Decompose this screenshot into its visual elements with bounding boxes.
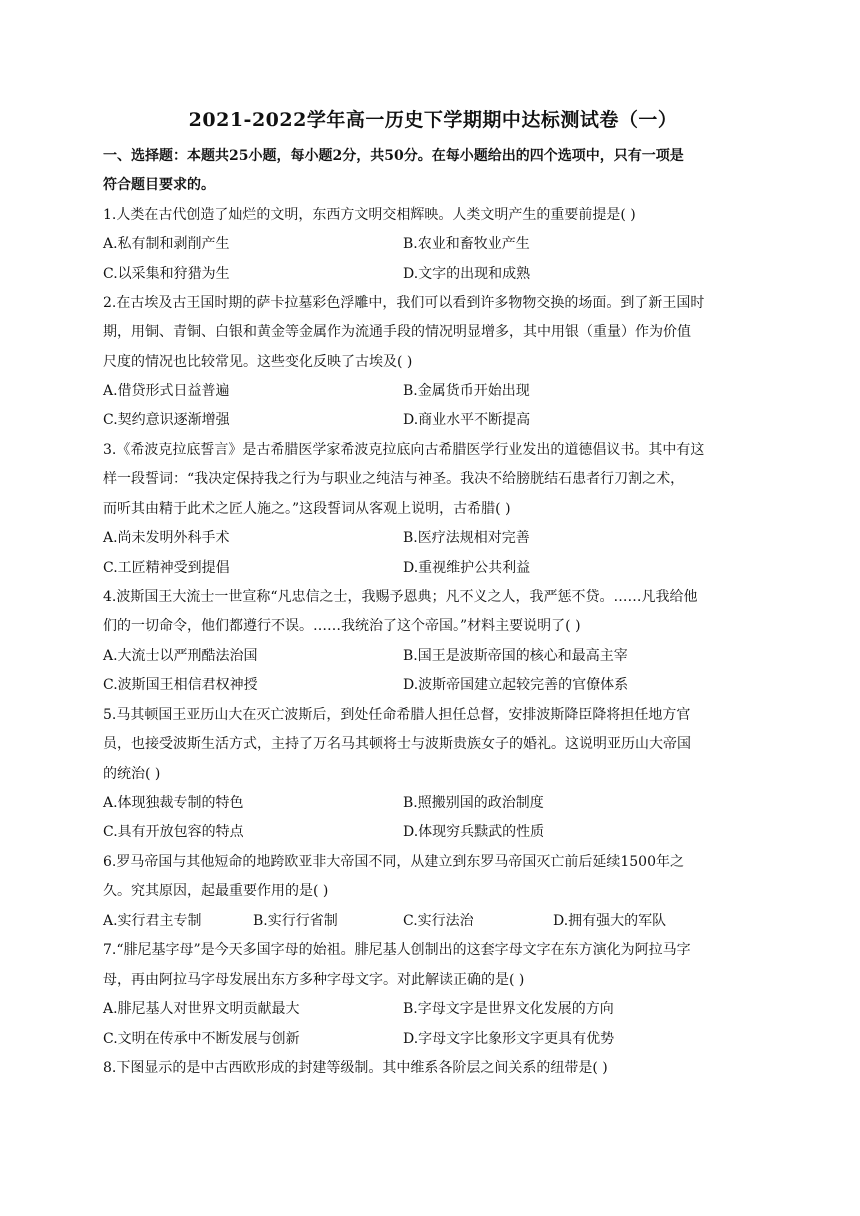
question-1-option-c: C.以采集和狩猎为生 (103, 266, 230, 282)
question-3-option-d: D.重视维护公共利益 (403, 560, 531, 576)
question-1-option-b: B.农业和畜牧业产生 (403, 236, 530, 252)
question-3-stem-line-3: 而听其由精于此术之匠人施之。”这段誓词从客观上说明，古希腊( ) (103, 501, 511, 517)
question-4-option-c: C.波斯国王相信君权神授 (103, 677, 258, 693)
question-5-option-a: A.体现独裁专制的特色 (103, 795, 244, 811)
question-3-stem-line-1: 3.《希波克拉底誓言》是古希腊医学家希波克拉底向古希腊医学行业发出的道德倡议书。其中有这 (103, 442, 705, 458)
question-2-option-d: D.商业水平不断提高 (403, 412, 531, 428)
question-1-option-a: A.私有制和剥削产生 (103, 236, 230, 252)
question-7-option-b: B.字母文字是世界文化发展的方向 (403, 1001, 614, 1017)
question-6-option-b: B.实行行省制 (253, 913, 338, 929)
question-5-option-b: B.照搬别国的政治制度 (403, 795, 544, 811)
question-7-stem-line-1: 7.“腓尼基字母”是今天多国字母的始祖。腓尼基人创制出的这套字母文字在东方演化为阿拉马字 (103, 942, 691, 958)
question-5-option-d: D.体现穷兵黩武的性质 (403, 824, 545, 840)
question-2-stem-line-2: 期，用铜、青铜、白银和黄金等金属作为流通手段的情况明显增多，其中用银（重量）作为价值 (103, 324, 691, 340)
question-4-option-b: B.国王是波斯帝国的核心和最高主宰 (403, 648, 628, 664)
question-7-stem-line-2: 母，再由阿拉马字母发展出东方多种字母文字。对此解读正确的是( ) (103, 972, 525, 988)
question-6-option-d: D.拥有强大的军队 (553, 913, 667, 929)
question-8-stem: 8.下图显示的是中古西欧形成的封建等级制。其中维系各阶层之间关系的纽带是( ) (103, 1060, 608, 1076)
question-1-stem: 1.人类在古代创造了灿烂的文明，东西方文明交相辉映。人类文明产生的重要前提是( ) (103, 207, 636, 223)
section-header-line-1: 一、选择题：本题共25小题，每小题2分，共50分。在每小题给出的四个选项中，只有一项是 (103, 148, 684, 164)
question-3-stem-line-2: 样一段誓词：“我决定保持我之行为与职业之纯洁与神圣。我决不给膀胱结石患者行刀割之术， (103, 471, 685, 487)
question-4-stem-line-2: 们的一切命令，他们都遵行不误。……我统治了这个帝国。”材料主要说明了( ) (103, 618, 581, 634)
question-7-option-c: C.文明在传承中不断发展与创新 (103, 1031, 300, 1047)
question-4-option-d: D.波斯帝国建立起较完善的官僚体系 (403, 677, 629, 693)
question-3-option-c: C.工匠精神受到提倡 (103, 560, 230, 576)
question-5-stem-line-2: 员，也接受波斯生活方式，主持了万名马其顿将士与波斯贵族女子的婚礼。这说明亚历山大帝国 (103, 736, 691, 752)
question-2-option-c: C.契约意识逐渐增强 (103, 412, 230, 428)
question-7-option-d: D.字母文字比象形文字更具有优势 (403, 1031, 615, 1047)
section-header-line-2: 符合题目要求的。 (103, 177, 215, 193)
question-4-option-a: A.大流士以严刑酷法治国 (103, 648, 258, 664)
question-6-stem-line-1: 6.罗马帝国与其他短命的地跨欧亚非大帝国不同，从建立到东罗马帝国灭亡前后延续1500年之 (103, 854, 684, 870)
question-5-stem-line-3: 的统治( ) (103, 766, 161, 782)
question-6-option-a: A.实行君主专制 (103, 913, 202, 929)
question-6-option-c: C.实行法治 (403, 913, 474, 929)
page-title: 2021-2022学年高一历史下学期期中达标测试卷（一） (188, 109, 678, 131)
question-2-stem-line-1: 2.在古埃及古王国时期的萨卡拉墓彩色浮雕中，我们可以看到许多物物交换的场面。到了新王国时 (103, 295, 705, 311)
question-6-stem-line-2: 久。究其原因，起最重要作用的是( ) (103, 883, 329, 899)
question-3-option-a: A.尚未发明外科手术 (103, 530, 230, 546)
question-1-option-d: D.文字的出现和成熟 (403, 266, 531, 282)
question-5-stem-line-1: 5.马其顿国王亚历山大在灭亡波斯后，到处任命希腊人担任总督，安排波斯降臣降将担任地方官 (103, 707, 691, 723)
question-3-option-b: B.医疗法规相对完善 (403, 530, 530, 546)
question-4-stem-line-1: 4.波斯国王大流士一世宣称“凡忠信之士，我赐予恩典；凡不义之人，我严惩不贷。……凡我给他 (103, 589, 698, 605)
question-2-option-b: B.金属货币开始出现 (403, 383, 530, 399)
question-2-stem-line-3: 尺度的情况也比较常见。这些变化反映了古埃及( ) (103, 354, 413, 370)
question-5-option-c: C.具有开放包容的特点 (103, 824, 244, 840)
question-2-option-a: A.借贷形式日益普遍 (103, 383, 230, 399)
question-7-option-a: A.腓尼基人对世界文明贡献最大 (103, 1001, 300, 1017)
